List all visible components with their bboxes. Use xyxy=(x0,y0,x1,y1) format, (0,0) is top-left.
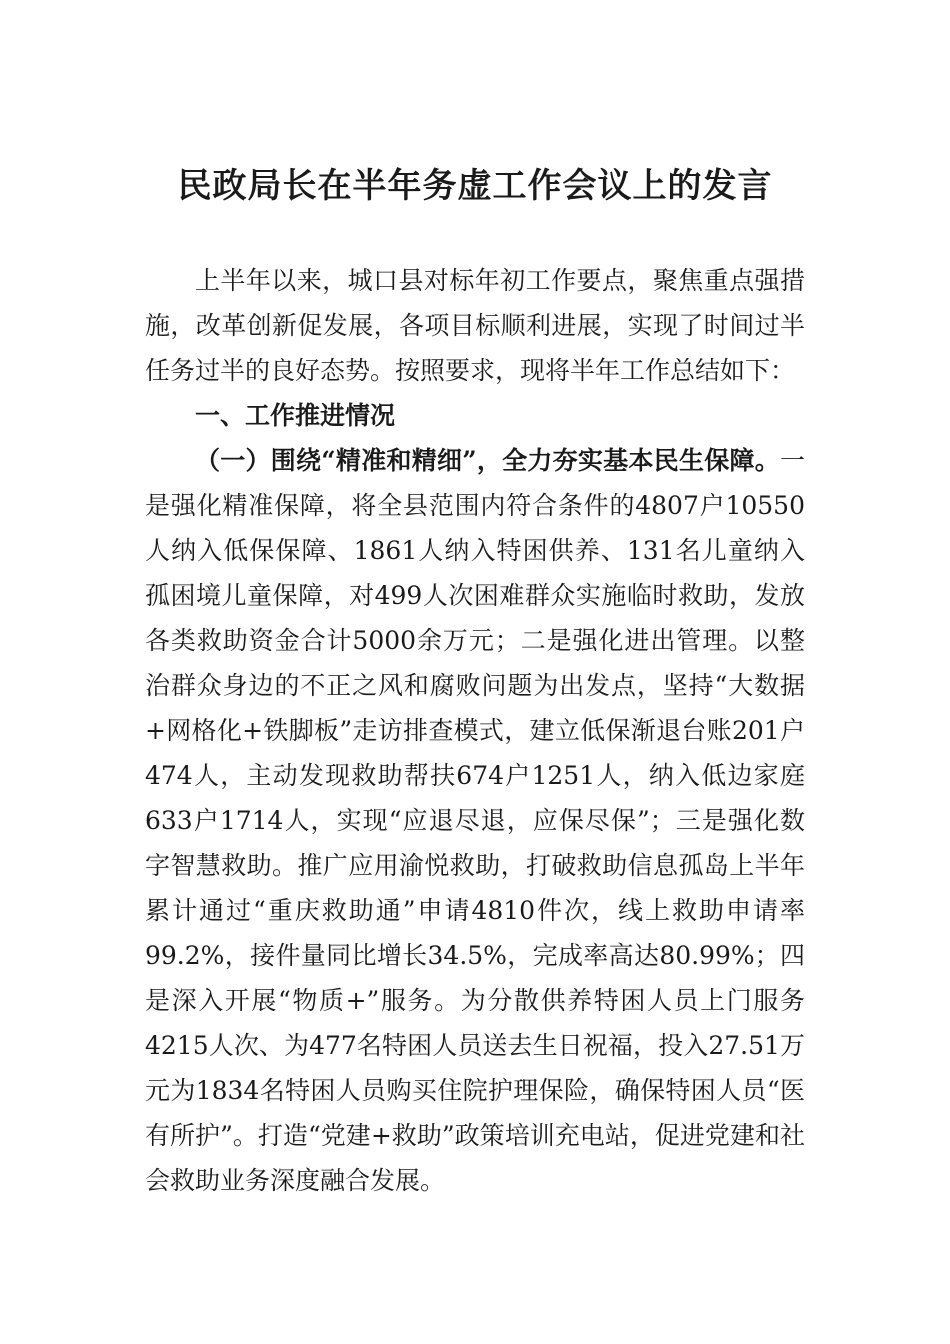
document-body xyxy=(145,258,805,1203)
subsection-paragraph xyxy=(145,438,805,1203)
subsection-body: 一是强化精准保障，将全县范围内符合条件的4807户10550人纳入低保保障、1861人纳入特困供养、131名儿童纳入孤困境儿童保障，对499人次困难群众实施临时救助，发放各类救助资金合计5000余万元；二是强化进出管理。以整治群众身边的不正之风和腐败问题为出发点，坚持“大数据+网格化+铁脚板”走访排查模式，建立低保渐退台账201户474人，主动发现救助帮扶674户1251人，纳入低边家庭633户1714人，实现“应退尽退，应保尽保”；三是强化数字智慧救助。推广应用渝悦救助，打破救助信息孤岛上半年累计通过“重庆救助通”申请4810件次，线上救助申请率99.2%，接件量同比增长34.5%，完成率高达80.99%；四是深入开展“物质+”服务。为分散供养特困人员上门服务4215人次、为477名特困人员送去生日祝福，投入27.51万元为1834名特困人员购买住院护理保险，确保特困人员“医有所护”。打造“党建+救助”政策培训充电站，促进党建和社会救助业务深度融合发展。 xyxy=(145,446,805,1195)
section-heading: 一、工作推进情况 xyxy=(195,401,396,430)
document-title: 民政局长在半年务虚工作会议上的发言 xyxy=(177,166,773,206)
subsection-heading: （一）围绕“精准和精细”，全力夯实基本民生保障。 xyxy=(195,446,780,475)
intro-paragraph: 上半年以来，城口县对标年初工作要点，聚焦重点强措施，改革创新促发展，各项目标顺利进展，实现了时间过半任务过半的良好态势。按照要求，现将半年工作总结如下： xyxy=(145,266,805,385)
